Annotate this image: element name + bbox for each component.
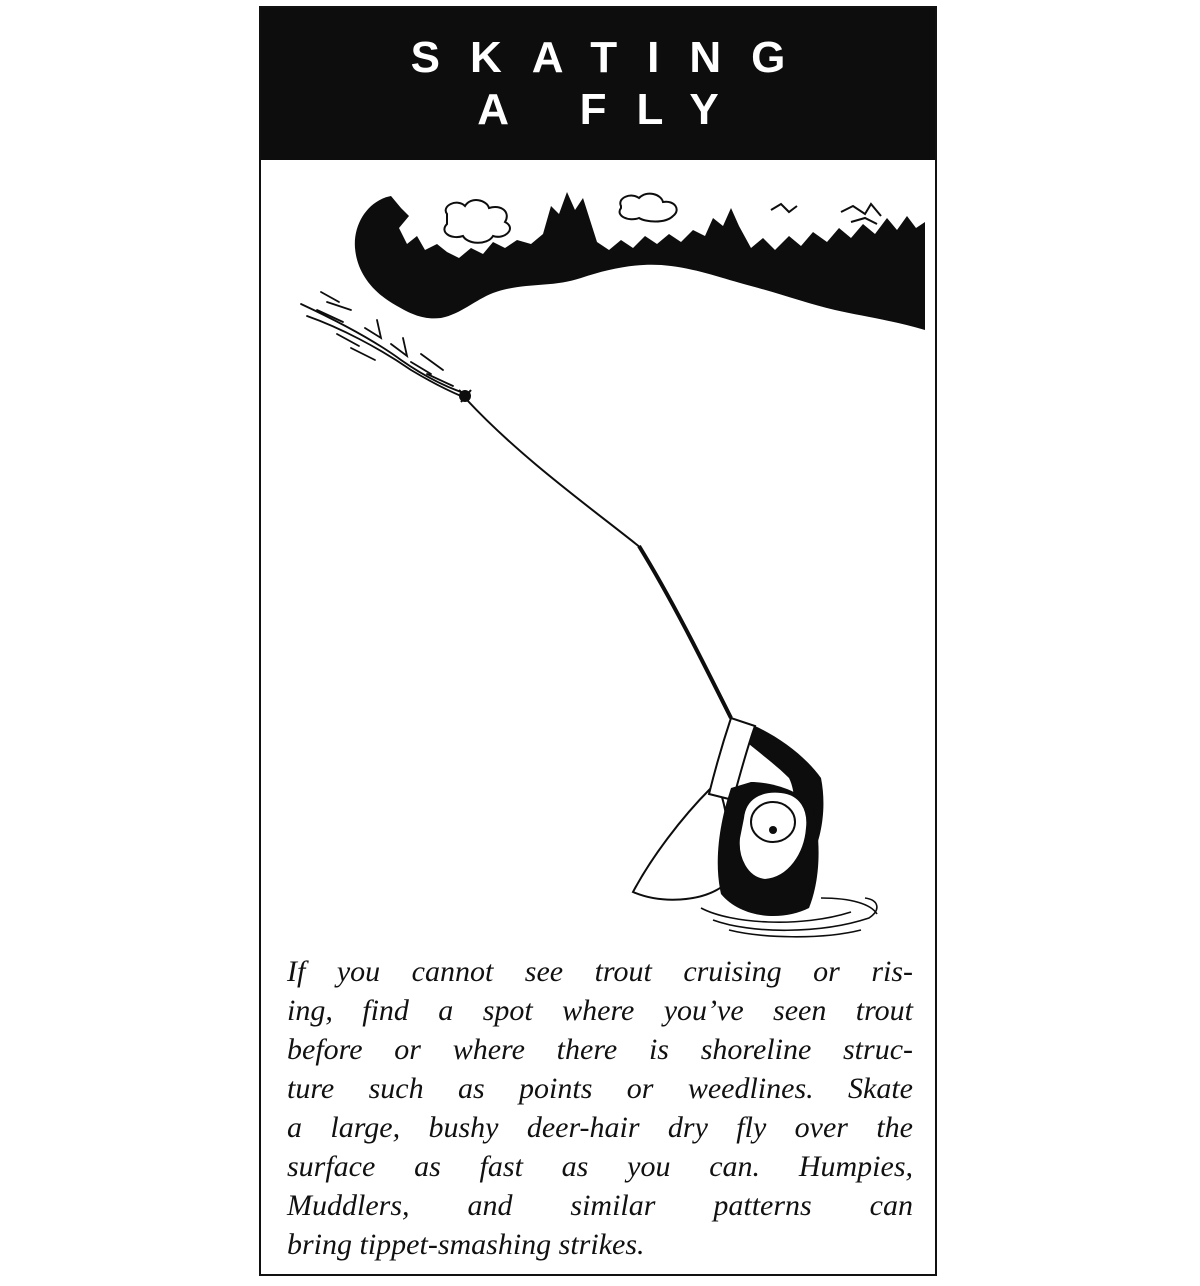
caption-line: Muddlers, and similar patterns can xyxy=(287,1189,913,1222)
caption-line: bring tippet-smashing strikes. xyxy=(287,1228,645,1261)
angler-figure xyxy=(633,718,877,937)
dry-fly xyxy=(459,390,471,402)
caption-line: ture such as points or weedlines. Skate xyxy=(287,1072,913,1105)
sidebar-card xyxy=(259,6,937,1276)
caption-line: If you cannot see trout cruising or ris- xyxy=(287,955,913,988)
caption-line: before or where there is shoreline struc- xyxy=(287,1033,913,1066)
shoreline-treeline xyxy=(355,192,925,330)
fly-line xyxy=(467,400,641,548)
caption-line: surface as fast as you can. Humpies, xyxy=(287,1150,913,1183)
fly-rod xyxy=(639,546,731,718)
title-line-2: A FLY xyxy=(477,85,749,134)
fly-fishing-illustration-icon xyxy=(261,178,935,938)
caption-paragraph xyxy=(287,952,913,1264)
title-line-1: SKATING xyxy=(410,33,816,82)
caption-line: a large, bushy deer-hair dry fly over the xyxy=(287,1111,913,1144)
title-banner xyxy=(261,8,935,160)
caption-line: ing, find a spot where you’ve seen trout xyxy=(287,994,913,1027)
